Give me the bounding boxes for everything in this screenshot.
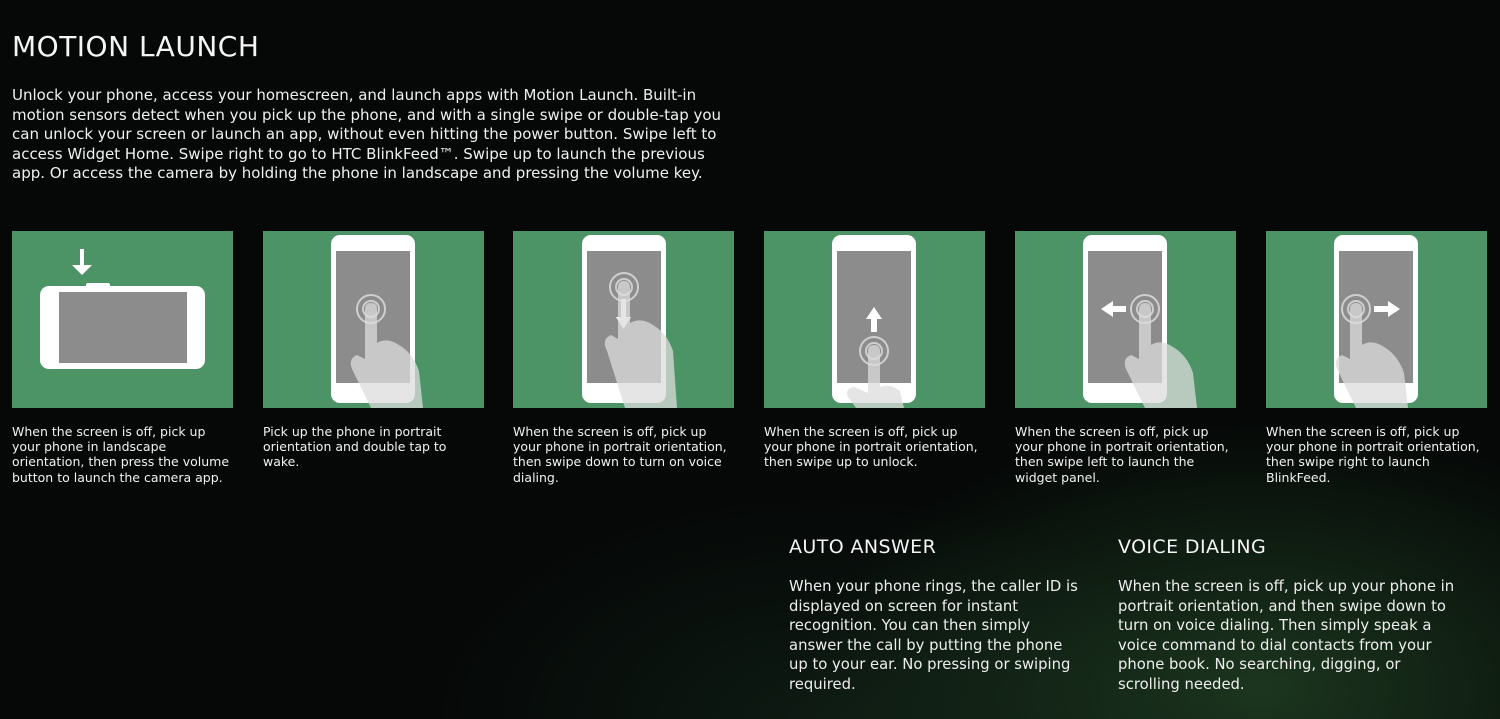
gesture-card-swipe-down bbox=[513, 231, 734, 485]
voice-dialing-section bbox=[1118, 536, 1458, 694]
gesture-caption: When the screen is off, pick up your phone in landscape orientation, then press the volume button to launch the camera app. bbox=[12, 424, 230, 485]
swipe-right-icon bbox=[1266, 231, 1487, 408]
gesture-card-landscape-camera bbox=[12, 231, 233, 485]
swipe-down-icon bbox=[513, 231, 734, 408]
voice-dialing-body: When the screen is off, pick up your phone in portrait orientation, and then swipe down to turn on voice dialing. Then simply speak a voice command to dial contacts from your phone book. No searching, digging, or scrolling needed. bbox=[1118, 578, 1455, 693]
gesture-caption: When the screen is off, pick up your phone in portrait orientation, then swipe right to launch BlinkFeed. bbox=[1266, 424, 1480, 485]
gesture-caption: When the screen is off, pick up your phone in portrait orientation, then swipe left to launch the widget panel. bbox=[1015, 424, 1229, 485]
voice-dialing-heading: VOICE DIALING bbox=[1118, 536, 1267, 558]
swipe-up-icon bbox=[764, 231, 985, 408]
auto-answer-section bbox=[789, 536, 1079, 694]
gesture-card-swipe-right bbox=[1266, 231, 1487, 485]
gesture-caption: When the screen is off, pick up your phone in portrait orientation, then swipe down to turn on voice dialing. bbox=[513, 424, 727, 485]
intro-text: Unlock your phone, access your homescreen, and launch apps with Motion Launch. Built-in motion sensors detect when you pick up the phone, and with a single swipe or double-tap you can unlock your screen or launch an app, without even hitting the power button. Swipe left to access Widget Home. Swipe right to go to HTC BlinkFeed™. Swipe up to launch the previous app. Or access the camera by holding the phone in landscape and pressing the volume key. bbox=[12, 86, 722, 182]
double-tap-icon bbox=[263, 231, 484, 408]
gesture-card-double-tap bbox=[263, 231, 484, 470]
gesture-card-swipe-up bbox=[764, 231, 985, 470]
gesture-card-swipe-left bbox=[1015, 231, 1236, 485]
gesture-caption: When the screen is off, pick up your phone in portrait orientation, then swipe up to unlock. bbox=[764, 424, 978, 470]
swipe-left-icon bbox=[1015, 231, 1236, 408]
page-title: MOTION LAUNCH bbox=[12, 30, 260, 63]
landscape-volume-press-icon bbox=[12, 231, 233, 408]
auto-answer-body: When your phone rings, the caller ID is displayed on screen for instant recognition. You can then simply answer the call by putting the phone up to your ear. No pressing or swiping required. bbox=[789, 578, 1078, 693]
auto-answer-heading: AUTO ANSWER bbox=[789, 536, 937, 558]
gesture-caption: Pick up the phone in portrait orientation and double tap to wake. bbox=[263, 424, 447, 470]
